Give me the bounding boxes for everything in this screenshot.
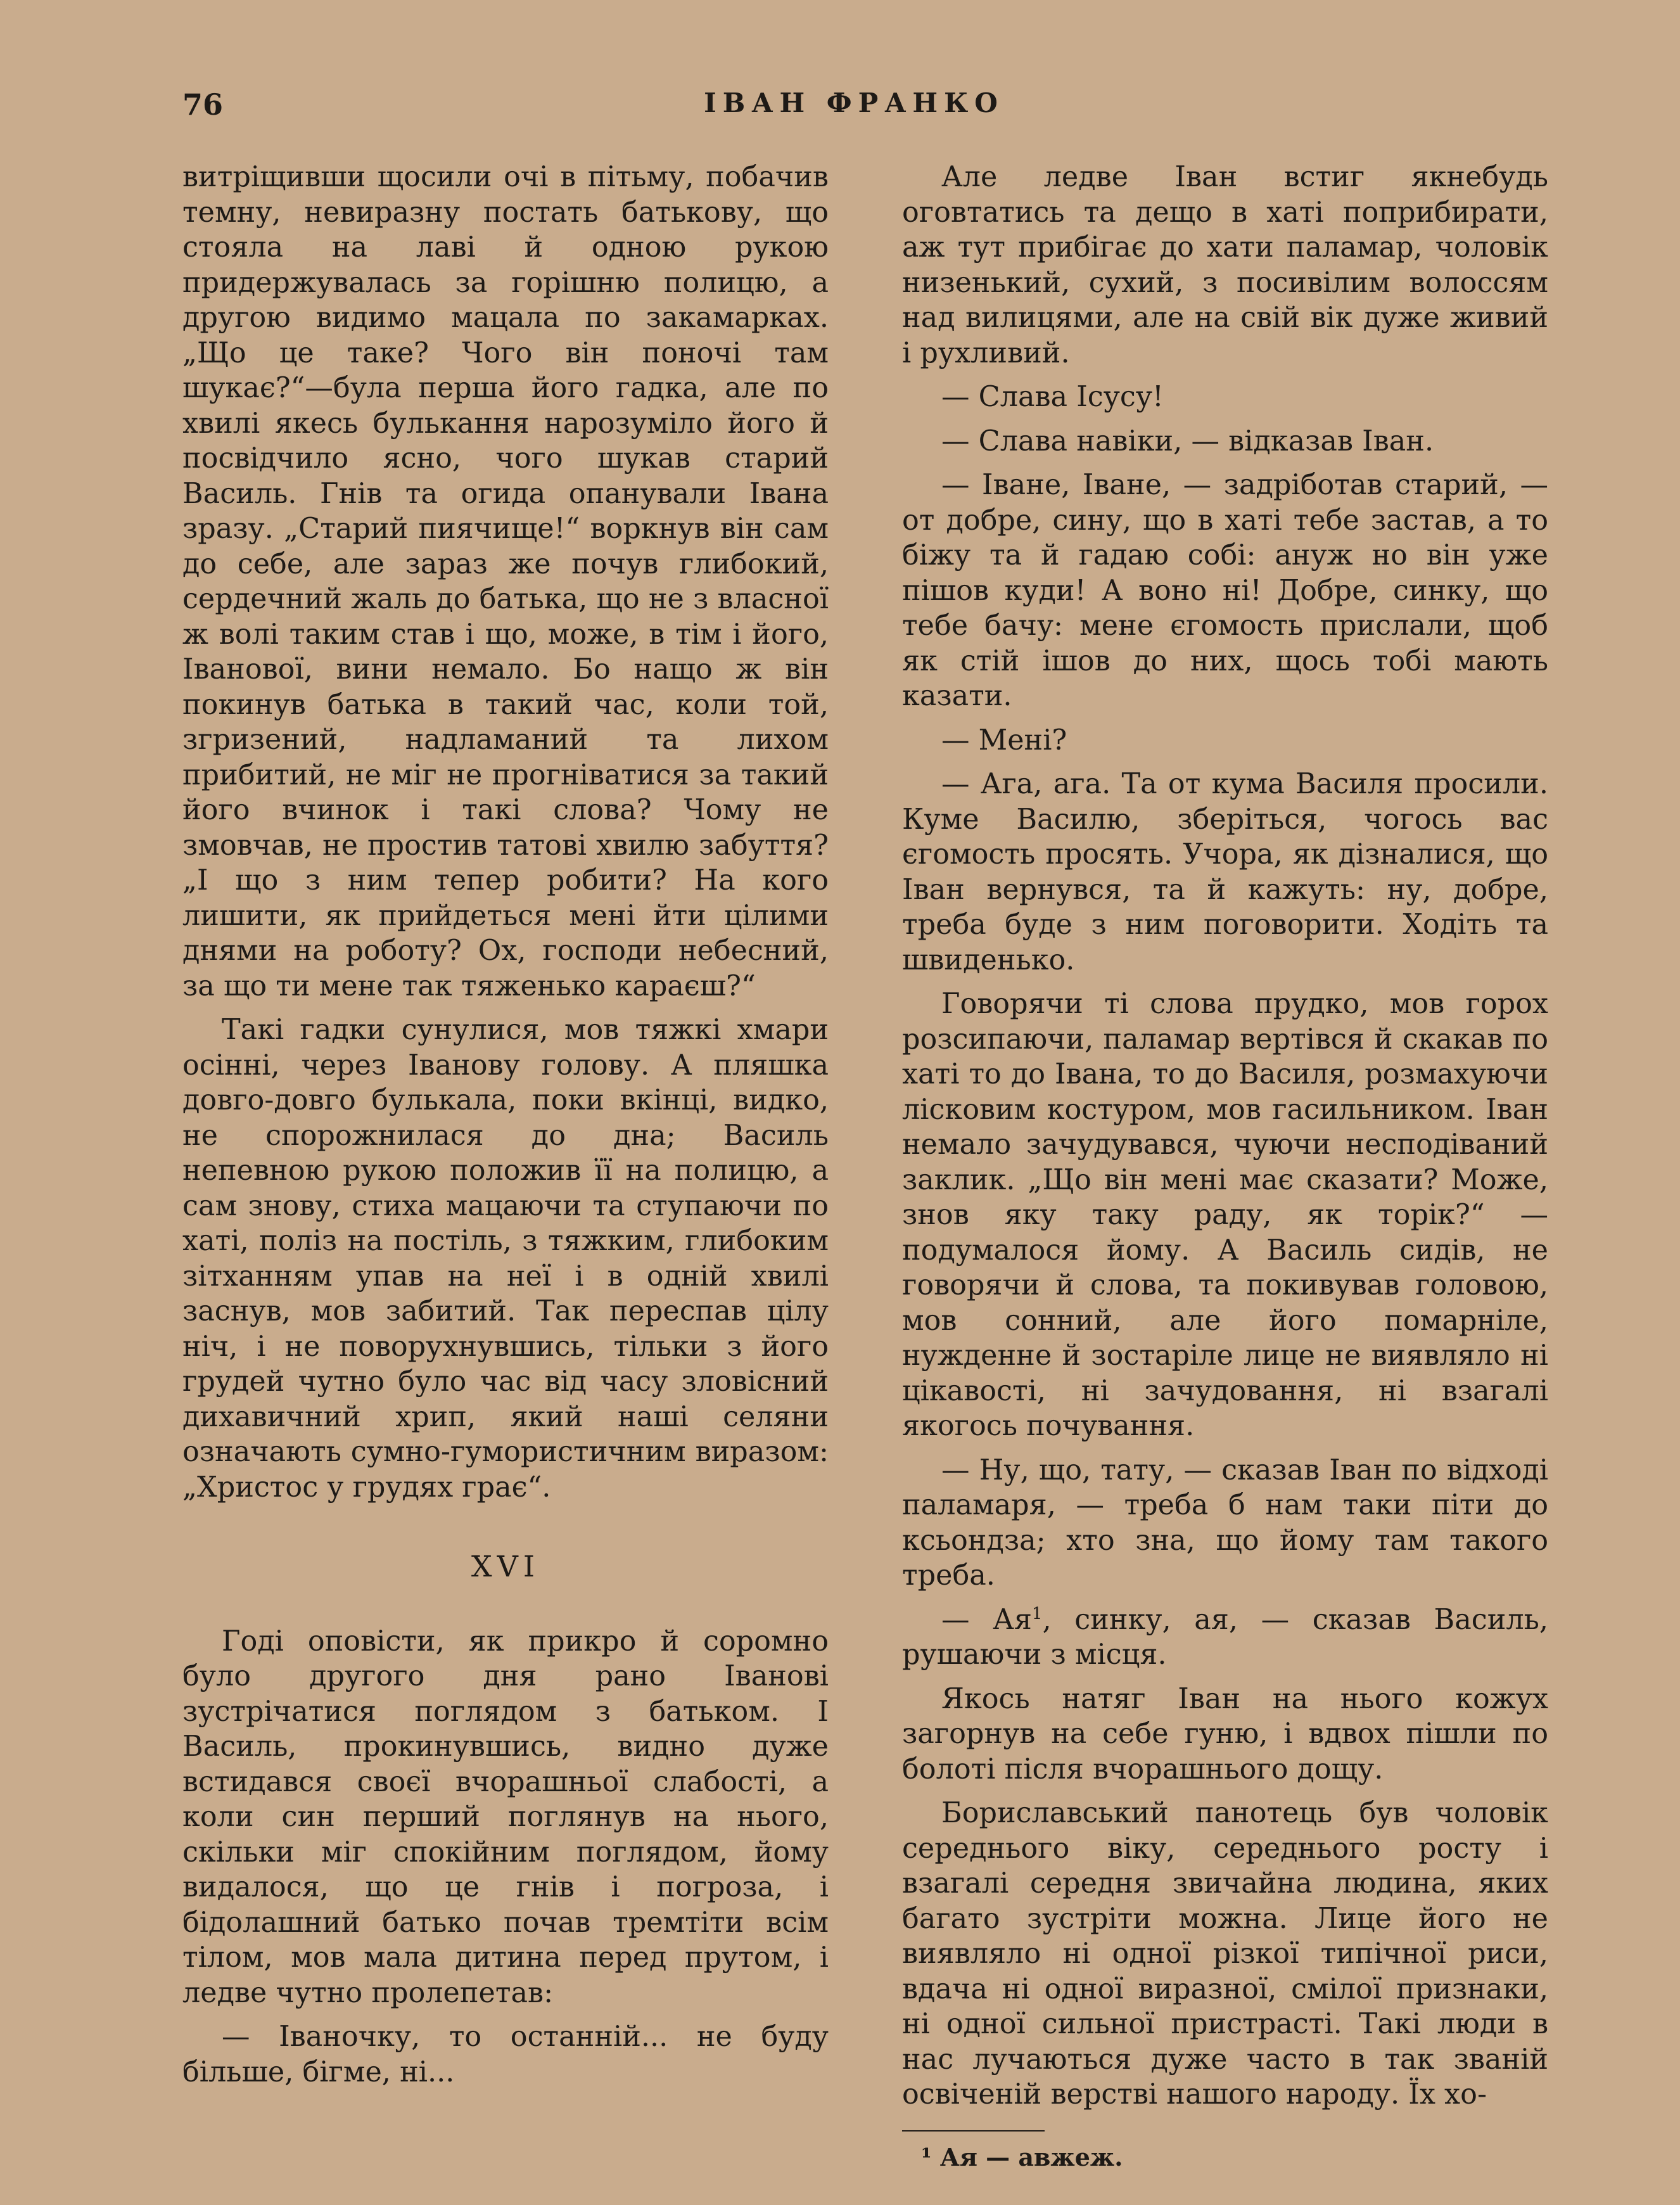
paragraph: Годі оповісти, як прикро й соромно було другого дня рано Іванові зустрічатися поглядом з батьком. І Василь, прокинувшись, видно дуже встидався своєї вчорашньої слабості, а коли син перший поглянув на нього, скільки міг спокійним поглядом, йому видалося, що це гнів і погроза, і бідолашний батько почав тремтіти всім тілом, мов мала дитина перед прутом, і ледве чутно пролепетав: (182, 1625, 829, 2009)
paragraph: Такі гадки сунулися, мов тяжкі хмари осінні, через Іванову голову. А пляшка довго-довго булькала, поки вкінці, видко, не спорожнилася до дна; Василь непевною рукою положив її на полицю, а сам знову, стиха мацаючи та ступаючи по хаті, поліз на постіль, з тяжким, глибоким зітханням упав на неї і в одній хвилі заснув, мов забитий. Так переспав цілу ніч, і не поворухнувшись, тільки з його грудей чутно було час від часу зловісний дихавичний хрип, який наші селяни означають сумно-гумористичним виразом: „Христос у грудях грає“. (182, 1014, 829, 1504)
left-column (182, 160, 829, 2090)
footnote-marker: 1 (1031, 1604, 1043, 1623)
paragraph: — Іваночку, то останній... не буду більше, бігме, ні... (182, 2021, 829, 2088)
footnote: ¹ Ая — авжеж. (921, 2142, 1123, 2171)
paragraph: — Ну, що, тату, — сказав Іван по відході паламаря, — треба б нам таки піти до ксьондза; хто зна, що йому там такого треба. (902, 1454, 1548, 1592)
paragraph: — Слава Ісусу! (941, 381, 1164, 413)
paragraph: — Мені? (941, 724, 1067, 757)
right-column (902, 160, 1548, 2172)
paragraph: витріщивши щосили очі в пітьму, побачив темну, невиразну постать батькову, що стояла на лаві й одною рукою придержувалась за горішню полицю, а другою видимо мацала по закамарках. „Що це таке? Чого він поночі там шукає?“—була перша його гадка, але по хвилі якесь булькання нарозуміло його й посвідчило ясно, чого шукав старий Василь. Гнів та огида опанували Івана зразу. „Старий пиячище!“ воркнув він сам до себе, але зараз же почув глибокий, сердечний жаль до батька, що не з власної ж волі таким став і що, може, в тім і його, Іванової, вини немало. Бо нащо ж він покинув батька в такий час, коли той, згризений, надламаний та лихом прибитий, не міг не прогніватися за такий його вчинок і такі слова? Чому не змовчав, не простив татові хвилю забуття? „І що з ним тепер робити? На кого лишити, як прийдеться мені йти цілими днями на роботу? Ох, господи небесний, за що ти мене так тяженько караєш?“ (182, 161, 829, 1002)
paragraph: Якось натяг Іван на нього кожух загорнув на себе гуню, і вдвох пішли по болоті після вчорашнього дощу. (902, 1682, 1548, 1786)
paragraph: Говорячи ті слова прудко, мов горох розсипаючи, паламар вертівся й скакав по хаті то до Івана, то до Василя, розмахуючи лісковим костуром, мов гасильником. Іван немало зачудувався, чуючи несподіваний заклик. „Що він мені має сказати? Може, знов яку таку раду, як торік?“ — подумалося йому. А Василь сидів, не говорячи й слова, та покивував головою, мов сонний, але його помарніле, нужденне й зостаріле лице не виявляло ні цікавості, ні зачудовання, ні взагалі якогось почування. (902, 988, 1548, 1442)
paragraph (902, 1602, 1548, 1673)
chapter-heading: XVI (471, 1549, 540, 1583)
text-run: — Ая (941, 1603, 1032, 1636)
footnote-divider (902, 2130, 1045, 2132)
paragraph: Але ледве Іван встиг якнебудь оговтатись та дещо в хаті поприбирати, аж тут прибігає до хати паламар, чоловік низенький, сухий, з посивілим волоссям над вилицями, але на свій вік дуже живий і рухливий. (902, 161, 1548, 369)
paragraph: — Іване, Іване, — задріботав старий, — от добре, сину, що в хаті тебе застав, а то біжу та й гадаю собі: ануж но він уже пішов куди! А воно ні! Добре, синку, що тебе бачу: мене єгомость прислали, щоб як стій ішов до них, щось тобі мають казати. (902, 469, 1548, 712)
page-number: 76 (182, 87, 224, 122)
text-run: , синку, ая, — сказав Василь, рушаючи з місця. (902, 1603, 1549, 1671)
running-title: ІВАН ФРАНКО (704, 87, 1004, 118)
paragraph: — Слава навіки, — відказав Іван. (941, 425, 1434, 457)
paragraph: Бориславський панотець був чоловік середнього віку, середнього росту і взагалі середня звичайна людина, яких багато зустріти можна. Лице його не виявляло ні одної різкої типічної риси, вдача ні одної виразної, смілої признаки, ні одної сильної пристрасті. Такі люди в нас лучаються дуже часто в так званій освіченій верстві нашого народу. Їх хо- (902, 1797, 1548, 2111)
page-header (182, 87, 1525, 125)
paragraph: — Ага, ага. Та от кума Василя просили. Куме Василю, зберіться, чогось вас єгомость просять. Учора, як дізналися, що Іван вернувся, та й кажуть: ну, добре, треба буде з ним поговорити. Ходіть та швиденько. (902, 768, 1548, 976)
